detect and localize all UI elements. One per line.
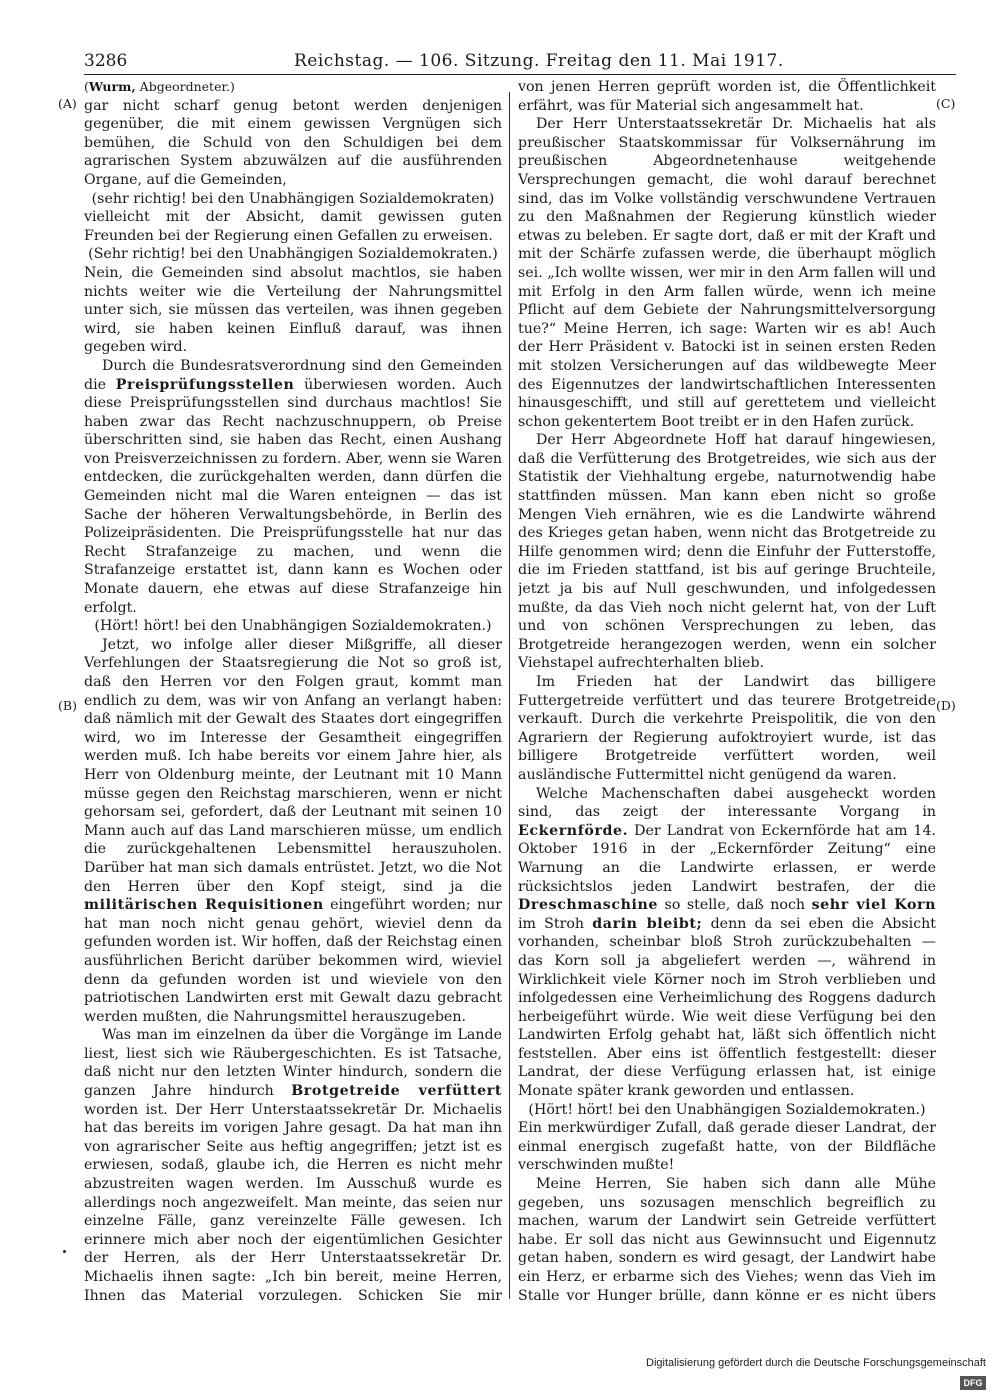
paragraph: Der Herr Abgeordnete Hoff hat darauf hingewiesen, daß die Verfütterung des Brotgetreides, wie sich aus der Statistik der Viehhaltung ergebe, naturnotwendig habe stattfinden müssen. Man kann eben nicht so große Mengen Vieh ernähren, wie es die Landwirte während des Krieges getan haben, wenn nicht das Brotgetreide zu Hilfe genommen wird; denn die Einfuhr der Futterstoffe, die im Frieden stattfand, ist bis auf geringe Bruchteile, jetzt ja bis auf Null geschwunden, und infolgedessen mußte, da das Vieh noch nicht gelernt hat, von der Luft und von schönen Versprechungen zu leben, das Brotgetreide herangezogen werden, wenn ein solcher Viehstapel aufrechterhalten blieb. bbox=[518, 432, 936, 672]
paragraph bbox=[84, 357, 502, 617]
margin-marker-a: (A) bbox=[58, 96, 77, 111]
margin-marker-d: (D) bbox=[936, 698, 956, 713]
text-run: Der Landrat von Eckernförde hat am 14. Oktober 1916 in der „Eckernförder Zeitung“ eine Warnung an die Landwirte erlassen, er werde rücksichtslos jeden Landwirt bestrafen, der die bbox=[518, 822, 936, 895]
margin-marker-b: (B) bbox=[58, 698, 77, 713]
header-rule bbox=[84, 74, 956, 75]
margin-dot bbox=[63, 1250, 66, 1253]
emphasis: militärischen Requisitionen bbox=[84, 897, 324, 914]
text-run: denn da sei eben die Absicht vorhanden, scheinbar bloß Stroh zurückzubehalten — das Korn soll ja abgeliefert werden —, während in Wirklichkeit viele Körner noch im Stroh verblieben und infolgedessen eine Verheimlichung des Roggens dadurch herbeigeführt würde. Wie weit diese Verfügung bei den Landwirten Erfolg gehabt hat, läßt sich öffentlich nicht feststellen. Aber eins ist öffentlich festgestellt: dieser Landrat, der diese Verfügung erlassen hat, ist einige Monate später krank geworden und entlassen. bbox=[518, 915, 936, 1100]
text-run: worden ist. Der Herr Unterstaatssekretär Dr. Michaelis hat das bereits im vorigen Jahre gesagt. Da hat man ihn von agrarischer Seite aus heftig angegriffen; jetzt ist es erwiesen, sodaß, glaube ich, die Herren es nicht mehr abzustreiten wagen werden. Im Ausschuß wurde es allerdings noch angezweifelt. Man meinte, das seien nur einzelne Fälle, ganz vereinzelte Fälle gewesen. Ich erinnere mich aber noch der eigentümlichen Gesichter der Herren, als der Herr Unterstaatssekretär Dr. Michaelis ihnen sagte: „Ich bin bereit, meine Herren, Ihnen das Material vorzulegen. Schicken Sie mir bbox=[84, 1101, 502, 1304]
funding-footer bbox=[620, 1353, 986, 1389]
emphasis: Dreschmaschine bbox=[518, 897, 659, 914]
emphasis: sehr viel Korn bbox=[811, 897, 936, 914]
interjection: (Hört! hört! bei den Unabhängigen Sozialdemokraten.) bbox=[94, 618, 492, 635]
paragraph bbox=[84, 636, 502, 1026]
text-run: Durch die Bundesratsverordnung sind den Gemeinden die bbox=[84, 357, 502, 393]
text-run: überwiesen worden. Auch diese Preisprüfungsstellen sind durchaus machtlos! Sie haben zwar das Recht nachzuschnuppern, ob Preise überschritten sind, sie haben das Recht, einen Aushang von Preisverzeichnissen zu fordern. Aber, wenn sie Waren entdecken, die zurückgehalten werden, dann dürfen die Gemeinden nicht mal die Waren enteignen — das ist Sache der höheren Verwaltungsbehörde, in Berlin des Polizeipräsidenten. Die Preisprüfungsstelle hat nur das Recht Strafanzeige zu machen, und wenn die Strafanzeige erstattet ist, dann kann es Wochen oder Monate dauern, ehe etwas auf diese Strafanzeige hin erfolgt. bbox=[84, 376, 502, 616]
text-run: so stelle, daß noch bbox=[664, 897, 806, 914]
margin-marker-c: (C) bbox=[936, 96, 956, 111]
emphasis: darin bleibt; bbox=[592, 915, 703, 932]
speaker-line: (Wurm, Abgeordneter.) bbox=[84, 79, 235, 94]
text-run: Was man im einzelnen da über die Vorgänge im Lande liest, liest sich wie Räubergeschichten. Es ist Tatsache, daß nicht nur den letzten Winter hindurch, sondern die ganzen Jahre hindurch bbox=[84, 1027, 502, 1100]
interjection: (Hört! hört! bei den Unabhängigen Sozialdemokraten.) bbox=[528, 1101, 926, 1118]
speaker-name: Wurm, bbox=[88, 79, 136, 94]
paragraph: Nein, die Gemeinden sind absolut machtlos, sie haben nichts weiter wie die Verteilung der Nahrungsmittel unter sich, sie müssen das verteilen, was ihnen gegeben wird, sie haben keinen Einfluß darauf, was ihnen gegeben wird. bbox=[84, 264, 502, 356]
running-head: Reichstag. — 106. Sitzung. Freitag den 11. Mai 1917. bbox=[294, 51, 784, 71]
paragraph: Der Herr Unterstaatssekretär Dr. Michaelis hat als preußischer Staatskommissar für Volksernährung im preußischen Abgeordnetenhause weitgehende Versprechungen gemacht, die wohl darauf berechnet sind, das im Volke vollständig verschwundene Vertrauen zu den Maßnahmen der Regierung künstlich wieder etwas zu beleben. Er sagte dort, daß er mit der Kraft und mit der Schärfe zufassen werde, die überhaupt möglich sei. „Ich wollte wissen, wer mir in den Arm fallen will und mit Erfolg in den Arm fallen würde, wenn ich meine Pflicht auf dem Gebiete der Nahrungsmittelversorgung tue?“ Meine Herren, ich sage: Warten wir es ab! Auch der Herr Präsident v. Batocki ist in seinen ersten Reden mit stolzen Versicherungen auf das wildbewegte Meer des Eigennutzes der landwirtschaftlichen Interessenten hinausgeschifft, und still auf gerettetem und vielleicht schon gekentertem Boot treibt er in den Hafen zurück. bbox=[518, 116, 936, 430]
interjection: (sehr richtig! bei den Unabhängigen Sozialdemokraten) bbox=[91, 190, 495, 207]
text-run: Welche Machenschaften dabei ausgeheckt worden sind, das zeigt der interessante Vorgang in bbox=[518, 785, 936, 821]
page-number: 3286 bbox=[84, 51, 128, 71]
paragraph bbox=[84, 1026, 502, 1306]
text-run: im Stroh bbox=[518, 915, 585, 932]
speaker-role: Abgeordneter. bbox=[139, 79, 231, 94]
column-divider bbox=[509, 92, 510, 1299]
text-run: eingeführt worden; nur hat man noch nicht genau gehört, wieviel denn da gefunden worden ist. Wir hoffen, daß der Reichstag einen ausführlichen Bericht darüber bekommen wird, wieviel denn da gefunden worden ist und wieviele von den patriotischen Landwirten erst mit Gewalt dazu gebracht werden mußten, die Nahrungsmittel herauszugeben. bbox=[84, 897, 502, 1025]
right-column bbox=[518, 78, 936, 1306]
paragraph: Meine Herren, Sie haben sich dann alle Mühe gegeben, uns sozusagen menschlich begreiflich zu machen, warum der Landwirt sein Getreide verfüttert habe. Er soll das nicht aus Gewinnsucht und Eigennutz getan haben, sondern es wird gesagt, der Landwirt habe ein Herz, er erbarme sich des Viehes; wenn das Vieh im Stalle vor Hunger brülle, dann könne er es nicht übers bbox=[518, 1176, 936, 1304]
dfg-logo: DFG bbox=[960, 1376, 986, 1390]
paragraph: von jenen Herren geprüft worden ist, die Öffentlichkeit erfährt, was für Material sich angesammelt hat. bbox=[518, 79, 936, 114]
paragraph bbox=[518, 785, 936, 1101]
paragraph: gar nicht scharf genug betont werden denjenigen gegenüber, die mit einem gewissen Vergnügen sich bemühen, die Schuld von den Schuldigen bei dem agrarischen System abzuwälzen auf die ausführenden Organe, auf die Gemeinden, bbox=[84, 97, 502, 188]
paragraph: Im Frieden hat der Landwirt das billigere Futtergetreide verfüttert und das teurere Brotgetreide verkauft. Durch die verkehrte Preispolitik, die von den Agrariern der Regierung aufoktroyiert wurde, ist das billigere Brotgetreide verfüttert worden, weil ausländische Futtermittel nicht genügend da waren. bbox=[518, 674, 936, 783]
paragraph: vielleicht mit der Absicht, damit gewissen guten Freunden bei der Regierung einen Gefallen zu erweisen. bbox=[84, 209, 502, 244]
page-header bbox=[84, 50, 956, 72]
interjection: (Sehr richtig! bei den Unabhängigen Sozialdemokraten.) bbox=[88, 246, 498, 263]
emphasis: Brotgetreide verfüttert bbox=[291, 1083, 502, 1100]
paragraph: Ein merkwürdiger Zufall, daß gerade dieser Landrat, der einmal energisch zugefaßt hatte, von der Bildfläche verschwinden mußte! bbox=[518, 1120, 936, 1174]
text-run: Jetzt, wo infolge aller dieser Mißgriffe, all dieser Verfehlungen der Staatsregierung die Not so groß ist, daß den Herren vor den Folgen graut, kommt man endlich zu dem, was wir von Anfang an verlangt haben: daß nämlich mit der Gewalt des Staates dort eingegriffen wird, wo im Interesse der Gesamtheit eingegriffen werden muß. Ich habe bereits vor einem Jahre hier, als Herr von Oldenburg meinte, der Leutnant mit 10 Mann müsse gegen den Reichstag marschieren, wenn er nicht gehorsam sei, gefordert, daß der Leutnant mit seinen 10 Mann auch auf das Land marschieren müsse, um endlich die zurückgehaltenen Lebensmittel herauszuholen. Darüber hat man sich damals entrüstet. Jetzt, wo die Not den Herren über den Kopf steigt, sind ja die bbox=[84, 636, 502, 895]
emphasis: Preisprüfungsstellen bbox=[115, 376, 295, 393]
funding-note: Digitalisierung gefördert durch die Deutsche Forschungsgemeinschaft bbox=[646, 1357, 986, 1369]
left-column bbox=[84, 78, 502, 1306]
emphasis: Eckernförde. bbox=[518, 822, 629, 839]
